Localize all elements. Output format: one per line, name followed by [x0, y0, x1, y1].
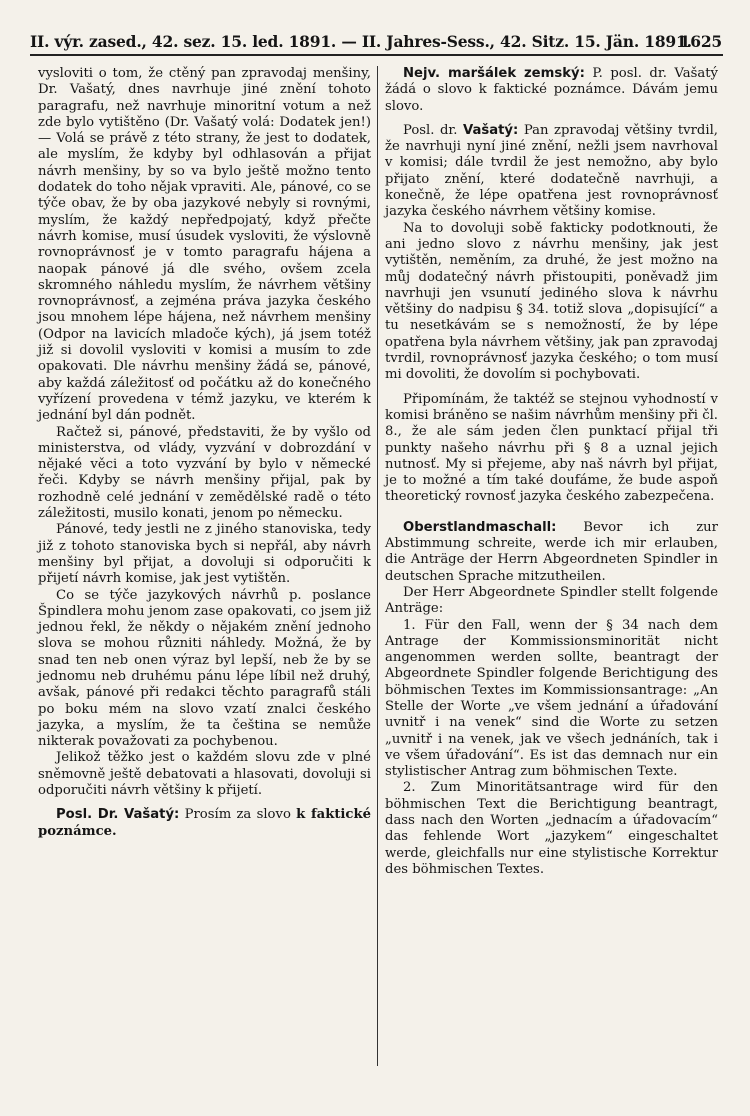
speech-paragraph: [385, 520, 718, 585]
paragraph: Der Herr Abgeordnete Spindler stellt folgende Anträge:: [385, 584, 718, 617]
speech-paragraph: [385, 123, 718, 221]
right-column: [385, 66, 718, 878]
speech-text: Pan zpravodaj většiny tvrdil, že navrhuji nyní jiné znění, nežli jsem navrhoval v komisi; dále tvrdil že jest nemožno, aby bylo přijato znění, které dodatečně navrhuji, a konečně, že lépe opatřena jest rovnoprávnosť jazyka českého návrhem většiny komise.: [385, 122, 718, 220]
page-header: [30, 32, 722, 51]
header-title: II. výr. zased., 42. sez. 15. led. 1891. — II. Jahres-Sess., 42. Sitz. 15. Jän. 1891.: [30, 32, 692, 51]
speech-text: Bevor ich zur Abstimmung schreite, werde ich mir erlauben, die Anträge der Herrn Abgeordneten Spindler in deutschen Sprache mitzutheilen.: [385, 519, 718, 584]
speech-text: Prosím za slovo: [184, 807, 291, 823]
speaker-prefix: Posl. dr.: [403, 122, 458, 138]
speaker-name: Posl. Dr. Vašatý:: [56, 807, 180, 823]
paragraph: 2. Zum Minoritätsantrage wird für den böhmischen Text die Berichtigung beantragt, dass nach den Worten „jednacím a úřadovacím“ das fehlende Wort „jazykem“ eingeschaltet werde, gleichfalls nur eine stylistische Korrektur des böhmischen Textes.: [385, 780, 718, 877]
paragraph: Připomínám, že taktéž se stejnou vyhodností v komisi bráněno se našim návrhům menšiny při čl. 8., že ale sám jeden člen punktací přijal tři punkty našeho návrhu při § 8 a uznal jejich nutnosť. My si přejeme, aby naš návrh byl přijat, je to možné a tím také doufáme, že bude aspoň theoretický rovnosť jazyka českého zabezpečena.: [385, 391, 718, 505]
speech-paragraph: [385, 66, 718, 115]
left-column: [38, 66, 371, 840]
paragraph: 1. Für den Fall, wenn der § 34 nach dem Antrage der Kommissionsminorität nicht angenommen werden sollte, beantragt der Abgeordnete Spindler folgende Berichtigung des böhmischen Textes im Kommissionsantrage: „An Stelle der Worte „ve všem jednání a úřadování uvnitř i na venek“ sind die Worte zu setzen „uvnitř i na venek, jak ve všech jednáních, tak i ve všem úřadování“. Es ist das demnach nur ein stylistischer Antrag zum böhmischen Texte.: [385, 617, 718, 780]
speaker-name: Oberstlandmaschall:: [403, 519, 557, 535]
paragraph: Račtež si, pánové, představiti, že by vyšlo od ministerstva, od vlády, vyzvání v dobrozdání v nějaké věci a toto vyzvání by bylo v německé řeči. Kdyby se návrh menšiny přijal, pak by rozhodně celé jednání v zemědělské radě o této záležitosti, musilo konati, jenom po německu.: [38, 424, 371, 522]
paragraph: Pánové, tedy jestli ne z jiného stanoviska, tedy již z tohoto stanoviska bych si nepřál, aby návrh menšiny byl přijat, a dovoluji si odporučiti k přijetí návrh komise, jak jest vytištěn.: [38, 522, 371, 587]
page-number: 1625: [679, 32, 722, 51]
speech-text: P. posl. dr. Vašatý žádá o slovo k faktické poznámce. Dávám jemu slovo.: [385, 66, 718, 114]
paragraph: vysloviti o tom, že ctěný pan zpravodaj menšiny, Dr. Vašatý, dnes navrhuje jiné znění tohoto paragrafu, než navrhuje minoritní votum a než zde bylo vytištěno (Dr. Vašatý volá: Dodatek jen!) — Volá se právě z této strany, že jest to dodatek, ale myslím, že kdyby byl odhlasován a přijat návrh menšiny, by so va bylo ještě možno tento dodatek do toho nějak vpraviti. Ale, pánové, co se týče obav, že by oba jazykové nebyly si rovnými, myslím, že každý nepředpojatý, když přečte návrh komise, musí úsudek vysloviti, že výslovně rovnoprávnosť je v tomto paragrafu hájena a naopak pánové já dle svého, ovšem zcela skromného náhledu myslím, že návrhem většiny rovnoprávnosť, a zejména práva jazyka českého jsou mnohem lépe hájena, než návrhem menšiny (Odpor na lavicích mladoče kých), já jsem totéž již si dovolil vysloviti v komisi a musím to zde opakovati. Dle návrhu menšiny žádá se, pánové, aby každá záležitosť od počátku až do konečného vyřízení provedena v témž jazyku, ve kterém k jednání byl dán podnět.: [38, 66, 371, 424]
speaker-name: Nejv. maršálek zemský:: [403, 66, 585, 81]
speech-text-bold: k faktické poznámce.: [38, 807, 371, 839]
paragraph: Co se týče jazykových návrhů p. poslance Špindlera mohu jenom zase opakovati, co jsem již jednou řekl, že někdy o nějakém znění jednoho slova se mohou různiti náhledy. Možná, že by snad ten neb onen výraz byl lepší, neb že by se jednomu neb druhému pánu lépe líbil než druhý, avšak, pánové při redakci těchto paragrafů stáli po boku mém na slovo vzatí znalci českého jazyka, a myslím, že ta čeština se nemůže nikterak považovati za pochybenou.: [38, 587, 371, 750]
speech-paragraph: [38, 807, 371, 840]
speaker-name: Vašatý:: [463, 122, 519, 138]
paragraph: Jelikož těžko jest o každém slovu zde v plné sněmovně ještě debatovati a hlasovati, dovoluji si odporučiti návrh většiny k přijetí.: [38, 750, 371, 799]
paragraph: Na to dovoluji sobě fakticky podotknouti, že ani jedno slovo z návrhu menšiny, jak jest vytištěn, neměním, za druhé, že jest možno na můj dodatečný návrh přistoupiti, poněvadž jim navrhuji jen vsunutí jediného slova k návrhu většiny do nadpisu § 34. totiž slova „dopisující“ a tu nesetkávám se s nemožností, že by lépe opatřena byla návrhem většiny, jak pan zpravodaj tvrdil, rovnoprávnosť jazyka českého; o tom musí mi dovoliti, že dovolím si pochybovati.: [385, 220, 718, 383]
column-divider: [377, 66, 378, 1066]
header-rule: [30, 54, 723, 56]
